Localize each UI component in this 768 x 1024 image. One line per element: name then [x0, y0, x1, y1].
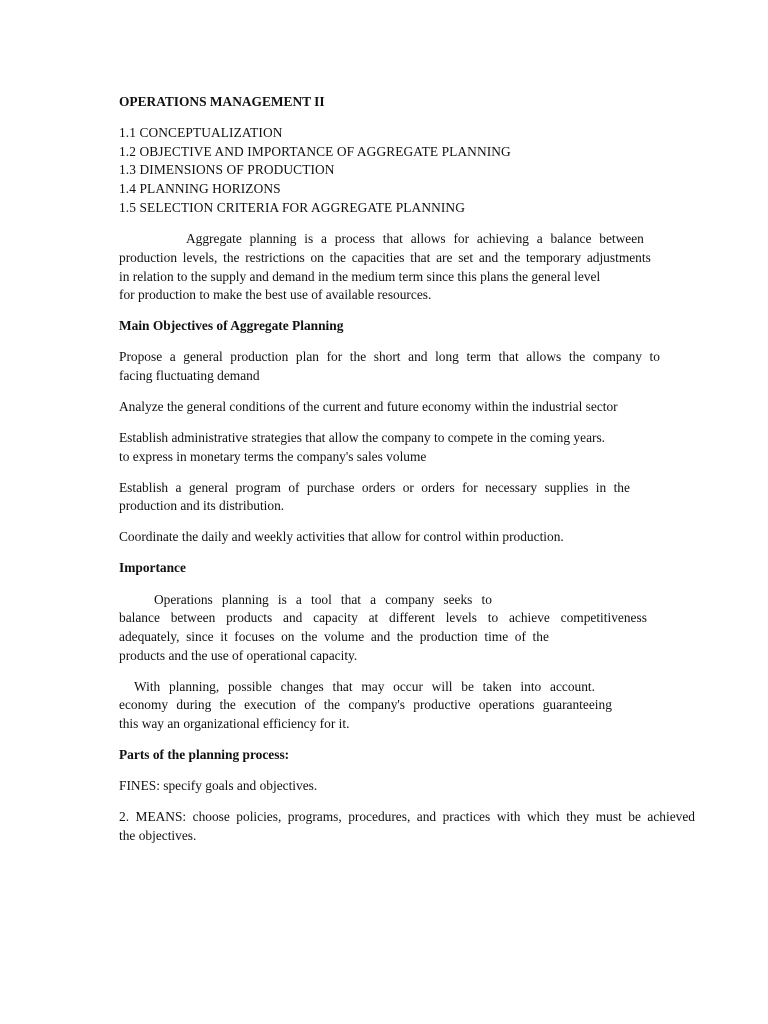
word: between: [170, 610, 216, 625]
word: the: [301, 629, 318, 644]
toc-item: 1.2 OBJECTIVE AND IMPORTANCE OF AGGREGATE PLANNING: [119, 144, 511, 159]
word: program: [235, 480, 281, 495]
word: are: [436, 250, 453, 265]
word: that: [498, 349, 519, 364]
word: a: [295, 592, 302, 607]
word: at: [368, 610, 379, 625]
objective-line: Analyze the general conditions of the current and future economy within the industrial sector: [119, 399, 618, 414]
word: for: [462, 480, 478, 495]
word: capacities: [351, 250, 405, 265]
word: policies,: [236, 809, 282, 824]
word: possible: [227, 679, 272, 694]
word: account.: [550, 679, 595, 694]
word: short: [373, 349, 401, 364]
word: programs,: [287, 809, 342, 824]
word: allows: [526, 349, 562, 364]
word: between: [599, 231, 644, 246]
word: tool: [310, 592, 332, 607]
word: must: [595, 809, 622, 824]
word: general: [188, 480, 229, 495]
word: With: [134, 679, 161, 694]
word: balance: [550, 231, 592, 246]
importance-line: [119, 696, 612, 714]
word: the: [223, 250, 240, 265]
word: volume: [324, 629, 365, 644]
word: temporary: [526, 250, 582, 265]
word: planning: [221, 592, 269, 607]
word: be: [461, 679, 474, 694]
word: levels,: [182, 250, 218, 265]
importance-heading: Importance: [119, 560, 186, 575]
word: execution: [244, 697, 297, 712]
toc-item: 1.4 PLANNING HORIZONS: [119, 181, 281, 196]
word: time: [484, 629, 509, 644]
importance-line: [154, 591, 492, 609]
word: adjustments: [586, 250, 651, 265]
word: the: [503, 250, 521, 265]
word: production: [119, 250, 178, 265]
objective-line: production and its distribution.: [119, 498, 285, 513]
word: competitiveness: [560, 610, 647, 625]
word: to: [649, 349, 660, 364]
word: taken: [482, 679, 512, 694]
word: company's: [348, 697, 406, 712]
word: necessary: [485, 480, 538, 495]
toc-item: 1.3 DIMENSIONS OF PRODUCTION: [119, 162, 335, 177]
word: a: [169, 349, 176, 364]
word: of: [514, 629, 526, 644]
word: a: [175, 480, 182, 495]
word: changes: [280, 679, 324, 694]
word: plan: [295, 349, 319, 364]
word: and: [478, 250, 499, 265]
word: with: [496, 809, 521, 824]
word: economy: [119, 697, 169, 712]
word: Establish: [119, 480, 169, 495]
word: of: [288, 480, 300, 495]
importance-line: this way an organizational efficiency for it.: [119, 716, 350, 731]
objective-line: [119, 479, 630, 497]
word: purchase: [306, 480, 355, 495]
word: MEANS:: [135, 809, 187, 824]
word: long: [435, 349, 459, 364]
word: productive: [413, 697, 471, 712]
word: that: [410, 250, 431, 265]
word: term: [466, 349, 492, 364]
word: the: [349, 349, 367, 364]
word: for: [453, 231, 470, 246]
word: be: [628, 809, 641, 824]
intro-line: in relation to the supply and demand in the medium term since this plans the general level: [119, 269, 601, 284]
word: guaranteeing: [542, 697, 612, 712]
word: the: [219, 697, 236, 712]
word: planning,: [169, 679, 220, 694]
word: different: [389, 610, 435, 625]
fines-line: FINES: specify goals and objectives.: [119, 778, 318, 793]
objective-line: facing fluctuating demand: [119, 368, 260, 383]
word: Aggregate: [186, 231, 242, 246]
word: production: [419, 629, 478, 644]
document-title: OPERATIONS MANAGEMENT II: [119, 94, 325, 109]
word: to: [487, 610, 499, 625]
word: into: [520, 679, 542, 694]
word: operations: [478, 697, 535, 712]
word: allows: [410, 231, 446, 246]
word: orders: [421, 480, 455, 495]
word: a: [321, 231, 327, 246]
word: is: [304, 231, 314, 246]
word: during: [176, 697, 212, 712]
word: company: [592, 349, 642, 364]
objective-line: Coordinate the daily and weekly activities that allow for control within production.: [119, 529, 564, 544]
word: on: [310, 250, 324, 265]
word: production: [230, 349, 289, 364]
word: and: [416, 809, 437, 824]
word: the: [396, 629, 414, 644]
word: achieve: [508, 610, 550, 625]
word: or: [402, 480, 414, 495]
word: the: [613, 480, 630, 495]
word: to: [481, 592, 492, 607]
intro-line: for production to make the best use of available resources.: [119, 287, 432, 302]
word: for: [326, 349, 343, 364]
word: that: [382, 231, 403, 246]
objective-line: to express in monetary terms the company's sales volume: [119, 449, 427, 464]
means-line: the objectives.: [119, 828, 197, 843]
word: since: [186, 629, 214, 644]
word: process: [334, 231, 375, 246]
word: they: [566, 809, 590, 824]
means-line: [119, 808, 695, 826]
word: of: [304, 697, 316, 712]
word: the: [329, 250, 346, 265]
word: achieved: [647, 809, 695, 824]
objective-line: [119, 348, 660, 366]
word: focuses: [234, 629, 275, 644]
word: balance: [119, 610, 160, 625]
word: levels: [445, 610, 477, 625]
objectives-heading: Main Objectives of Aggregate Planning: [119, 318, 344, 333]
word: occur: [393, 679, 423, 694]
word: the: [532, 629, 549, 644]
toc-item: 1.1 CONCEPTUALIZATION: [119, 125, 283, 140]
word: products: [226, 610, 273, 625]
word: choose: [192, 809, 230, 824]
word: and: [370, 629, 391, 644]
word: capacity: [313, 610, 358, 625]
importance-line: [119, 628, 549, 646]
importance-line: [134, 678, 595, 696]
word: which: [526, 809, 560, 824]
importance-line: [119, 609, 647, 627]
word: achieving: [476, 231, 529, 246]
word: that: [332, 679, 353, 694]
word: planning: [249, 231, 297, 246]
word: a: [370, 592, 377, 607]
word: supplies: [544, 480, 589, 495]
word: in: [595, 480, 607, 495]
word: will: [431, 679, 453, 694]
word: Propose: [119, 349, 163, 364]
intro-line: [119, 249, 651, 267]
parts-heading: Parts of the planning process:: [119, 747, 290, 762]
word: practices: [442, 809, 491, 824]
word: a: [536, 231, 543, 246]
word: the: [323, 697, 341, 712]
word: it: [220, 629, 228, 644]
toc-item: 1.5 SELECTION CRITERIA FOR AGGREGATE PLANNING: [119, 200, 465, 215]
word: general: [183, 349, 223, 364]
intro-line: [186, 230, 644, 248]
word: company: [385, 592, 435, 607]
word: on: [281, 629, 295, 644]
word: that: [340, 592, 362, 607]
objective-line: Establish administrative strategies that allow the company to compete in the coming years.: [119, 430, 606, 445]
word: 2.: [119, 809, 130, 824]
word: may: [361, 679, 385, 694]
word: Operations: [154, 592, 213, 607]
word: adequately,: [119, 629, 180, 644]
word: the: [568, 349, 586, 364]
importance-line: products and the use of operational capacity.: [119, 648, 358, 663]
word: procedures,: [348, 809, 411, 824]
word: seeks: [443, 592, 473, 607]
word: orders: [361, 480, 396, 495]
word: restrictions: [245, 250, 305, 265]
word: and: [408, 349, 428, 364]
word: is: [277, 592, 287, 607]
word: set: [458, 250, 474, 265]
word: and: [283, 610, 303, 625]
